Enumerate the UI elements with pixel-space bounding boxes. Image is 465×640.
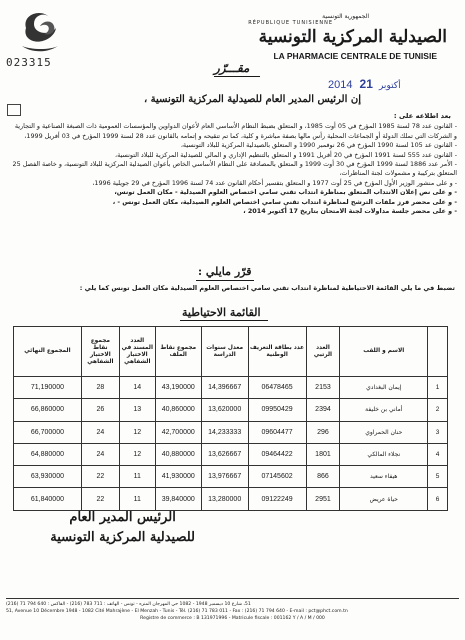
cell-cin: 09604477: [248, 421, 306, 443]
cell-oral: 22: [81, 466, 119, 488]
cell-file-total: 41,930000: [155, 466, 201, 488]
preamble-item: - الأمر عدد 1886 لسنة 1999 المؤرخ في 30 أوت 1999 و المتعلق بالمصادقة على النظام الأساسي الخاص بأعوان الصيدلية المركزية للبلاد التونسية، و خاصة الفصل 25 المتعلق بتركيبة و مشمولات لجنة المناظرات،: [12, 160, 457, 178]
pharmacy-logo: [16, 6, 74, 58]
cell-rank: 6: [428, 488, 448, 510]
list-title-underline: [180, 320, 268, 321]
cell-id: 296: [306, 421, 340, 443]
footer: [6, 598, 459, 623]
cell-average: 13,280000: [201, 488, 248, 510]
preamble-item: - و على منشور الوزير الأول المؤرخ في 25 أوت 1977 و المتعلق بتفسير أحكام القانون عدد 74 لسنة 1996 المؤرخ في 29 جويلية 1996،: [92, 178, 457, 187]
cell-name: نجلاء المالكي: [340, 443, 428, 465]
cell-file-total: 40,860000: [155, 399, 201, 421]
table-row: [14, 488, 448, 510]
cell-name: هيفاء سعيد: [340, 466, 428, 488]
cell-file-total: 39,840000: [155, 488, 201, 510]
cell-final: 64,880000: [14, 443, 82, 465]
cell-file-count: 14: [119, 377, 155, 399]
col-cin: عدد بطاقة التعريف الوطنية: [248, 327, 306, 377]
cell-oral: 28: [81, 377, 119, 399]
cell-cin: 06478465: [248, 377, 306, 399]
cell-rank: 2: [428, 399, 448, 421]
footer-address-french: 51, Avenue 10 Décembre 1948 - 1082 Cité Mahrajène - El Menzah - Tunis - Tél. (216) 71 783 011 - Fax : (216) 71 794 640 - E-mail : pct@phct.com.tn: [6, 609, 348, 615]
cell-cin: 09122249: [248, 488, 306, 510]
republic-french: RÉPUBLIQUE TUNISIENNE: [248, 20, 333, 26]
cell-oral: 24: [81, 443, 119, 465]
cell-rank: 4: [428, 443, 448, 465]
preamble-lead: بعد اطلاعه على :: [393, 112, 451, 120]
title-underline: [214, 76, 260, 77]
cell-cin: 09464422: [248, 443, 306, 465]
preamble-item: - القانون عد 105 لسنة 1990 المؤرخ في 26 نوفمبر 1990 و المتعلق بالصيدلية المركزية للبلاد التونسية،: [180, 141, 457, 150]
cell-average: 14,233333: [201, 421, 248, 443]
organization-name-french: LA PHARMACIE CENTRALE DE TUNISIE: [273, 51, 437, 61]
cell-name: إيمان البغدادي: [340, 377, 428, 399]
cell-rank: 3: [428, 421, 448, 443]
col-name: الاسم و اللقب: [340, 327, 428, 377]
cell-average: 14,396667: [201, 377, 248, 399]
cell-name: أماني بن خليفة: [340, 399, 428, 421]
organization-name-arabic: الصيدلية المركزية التونسية: [258, 27, 447, 47]
cell-final: 66,860000: [14, 399, 82, 421]
cell-oral: 22: [81, 488, 119, 510]
cell-final: 71,190000: [14, 377, 82, 399]
footer-address-arabic: 51، شارع 10 ديسمبر 1948 - 1082 حي المهرجان المنزه - تونس - الهاتف : 711 783 (216) - الفاكس : 640 794 71 (216): [6, 602, 251, 607]
date-day: 21: [359, 77, 373, 91]
col-rank: [428, 327, 448, 377]
table-header-row: [14, 327, 448, 377]
republic-arabic: الجمهورية التونسية: [322, 13, 369, 20]
col-id: العدد الرتبي: [306, 327, 340, 377]
cell-final: 61,840000: [14, 488, 82, 510]
cell-name: حنان الحمراوي: [340, 421, 428, 443]
table-row: [14, 377, 448, 399]
cell-rank: 1: [428, 377, 448, 399]
cell-average: 13,626667: [201, 443, 248, 465]
cell-id: 866: [306, 466, 340, 488]
document-title: مقـــرّر: [214, 61, 250, 75]
cell-average: 13,620000: [201, 399, 248, 421]
preamble-item: - القانون عدد 555 لسنة 1991 المؤرخ في 20 أفريل 1991 و المتعلق بالتنظيم الإداري و المالي للصيدلية المركزية للبلاد التونسية،: [115, 150, 457, 159]
decision-heading: قرّر مايلي :: [198, 265, 252, 278]
col-file-total: مجموع نقاط الملف: [155, 327, 201, 377]
preamble: [10, 112, 457, 216]
cell-file-count: 13: [119, 399, 155, 421]
cell-rank: 5: [428, 466, 448, 488]
reserve-list-table: [13, 326, 448, 511]
table-row: [14, 399, 448, 421]
cell-cin: 07145602: [248, 466, 306, 488]
decision-underline: [196, 280, 254, 281]
cell-file-count: 12: [119, 443, 155, 465]
cell-final: 63,930000: [14, 466, 82, 488]
table-row: [14, 443, 448, 465]
cell-final: 66,700000: [14, 421, 82, 443]
preamble-item: - القانون عدد 78 لسنة 1985 المؤرخ في 05 أوت 1985، و المتعلق بضبط النظام الأساسي العام لأعوان الدواوين والمؤسسات العمومية ذات الصبغة الصناعية و التجارية و الشركات التي تملك الدولة أو الجماعات المحلية رأس مالها بصفة مباشرة و كلية، كما تم تنقيحه و إتمامه بالقانون عدد 28 لسنة 1999 المؤرخ في 03 أفريل 1999،: [14, 122, 457, 140]
article-text: [14, 284, 455, 293]
signature-organization: للصيدلية المركزية التونسية: [50, 530, 195, 545]
signature-block: [50, 508, 195, 548]
cell-id: 2394: [306, 399, 340, 421]
cell-file-count: 11: [119, 466, 155, 488]
table-row: [14, 421, 448, 443]
col-file-count: العدد المسند في الاختبار الشفاهي: [119, 327, 155, 377]
signature-title: الرئيس المدير العام: [69, 510, 176, 525]
reference-number: 023315: [6, 56, 52, 69]
cell-oral: 26: [81, 399, 119, 421]
cell-name: حياة عريض: [340, 488, 428, 510]
addressee: إن الرئيس المدير العام للصيدلية المركزية التونسية ،: [143, 94, 361, 105]
footer-registration: Registre de commerce : B 131971996 - Matricule fiscale : 001162 Y / A / M / 000: [140, 616, 325, 622]
col-average: معدل سنوات الدراسة: [201, 327, 248, 377]
cell-file-total: 42,700000: [155, 421, 201, 443]
date-stamp: [328, 77, 404, 91]
date-month: أكتوبر: [378, 80, 401, 90]
table-row: [14, 466, 448, 488]
cell-file-total: 40,880000: [155, 443, 201, 465]
col-oral: مجموع نقاط الاختبار الشفاهي: [81, 327, 119, 377]
cell-file-count: 11: [119, 488, 155, 510]
date-year: 2014: [328, 79, 353, 91]
cell-oral: 24: [81, 421, 119, 443]
preamble-item: - و على محضر جلسة مداولات لجنة الامتحان بتاريخ 17 أكتوبر 2014 ،: [243, 207, 457, 216]
cell-average: 13,976667: [201, 466, 248, 488]
col-final: المجموع النهائي: [14, 327, 82, 377]
cell-file-total: 43,190000: [155, 377, 201, 399]
cell-id: 2951: [306, 488, 340, 510]
reserve-list-title: القائمة الاحتياطية: [182, 306, 261, 319]
cell-id: 2153: [306, 377, 340, 399]
cell-file-count: 12: [119, 421, 155, 443]
cell-cin: 09950429: [248, 399, 306, 421]
preamble-item: - و على محضر فرز ملفات الترشح لمناظرة انتداب تقني سامي اختصاص العلوم الصيدلية، مكان العمل تونس - ،: [112, 197, 457, 206]
preamble-item: - و على نص إعلان الانتداب المتعلق بمناظرة انتداب تقني سامي اختصاص العلوم الصيدلية - مكان العمل تونس،: [114, 188, 457, 197]
cell-id: 1801: [306, 443, 340, 465]
article-body: تضبط في ما يلي القائمة الاحتياطية لمناظرة انتداب تقني سامي اختصاص العلوم الصيدلية مكان العمل تونس كما يلي :: [79, 284, 455, 292]
